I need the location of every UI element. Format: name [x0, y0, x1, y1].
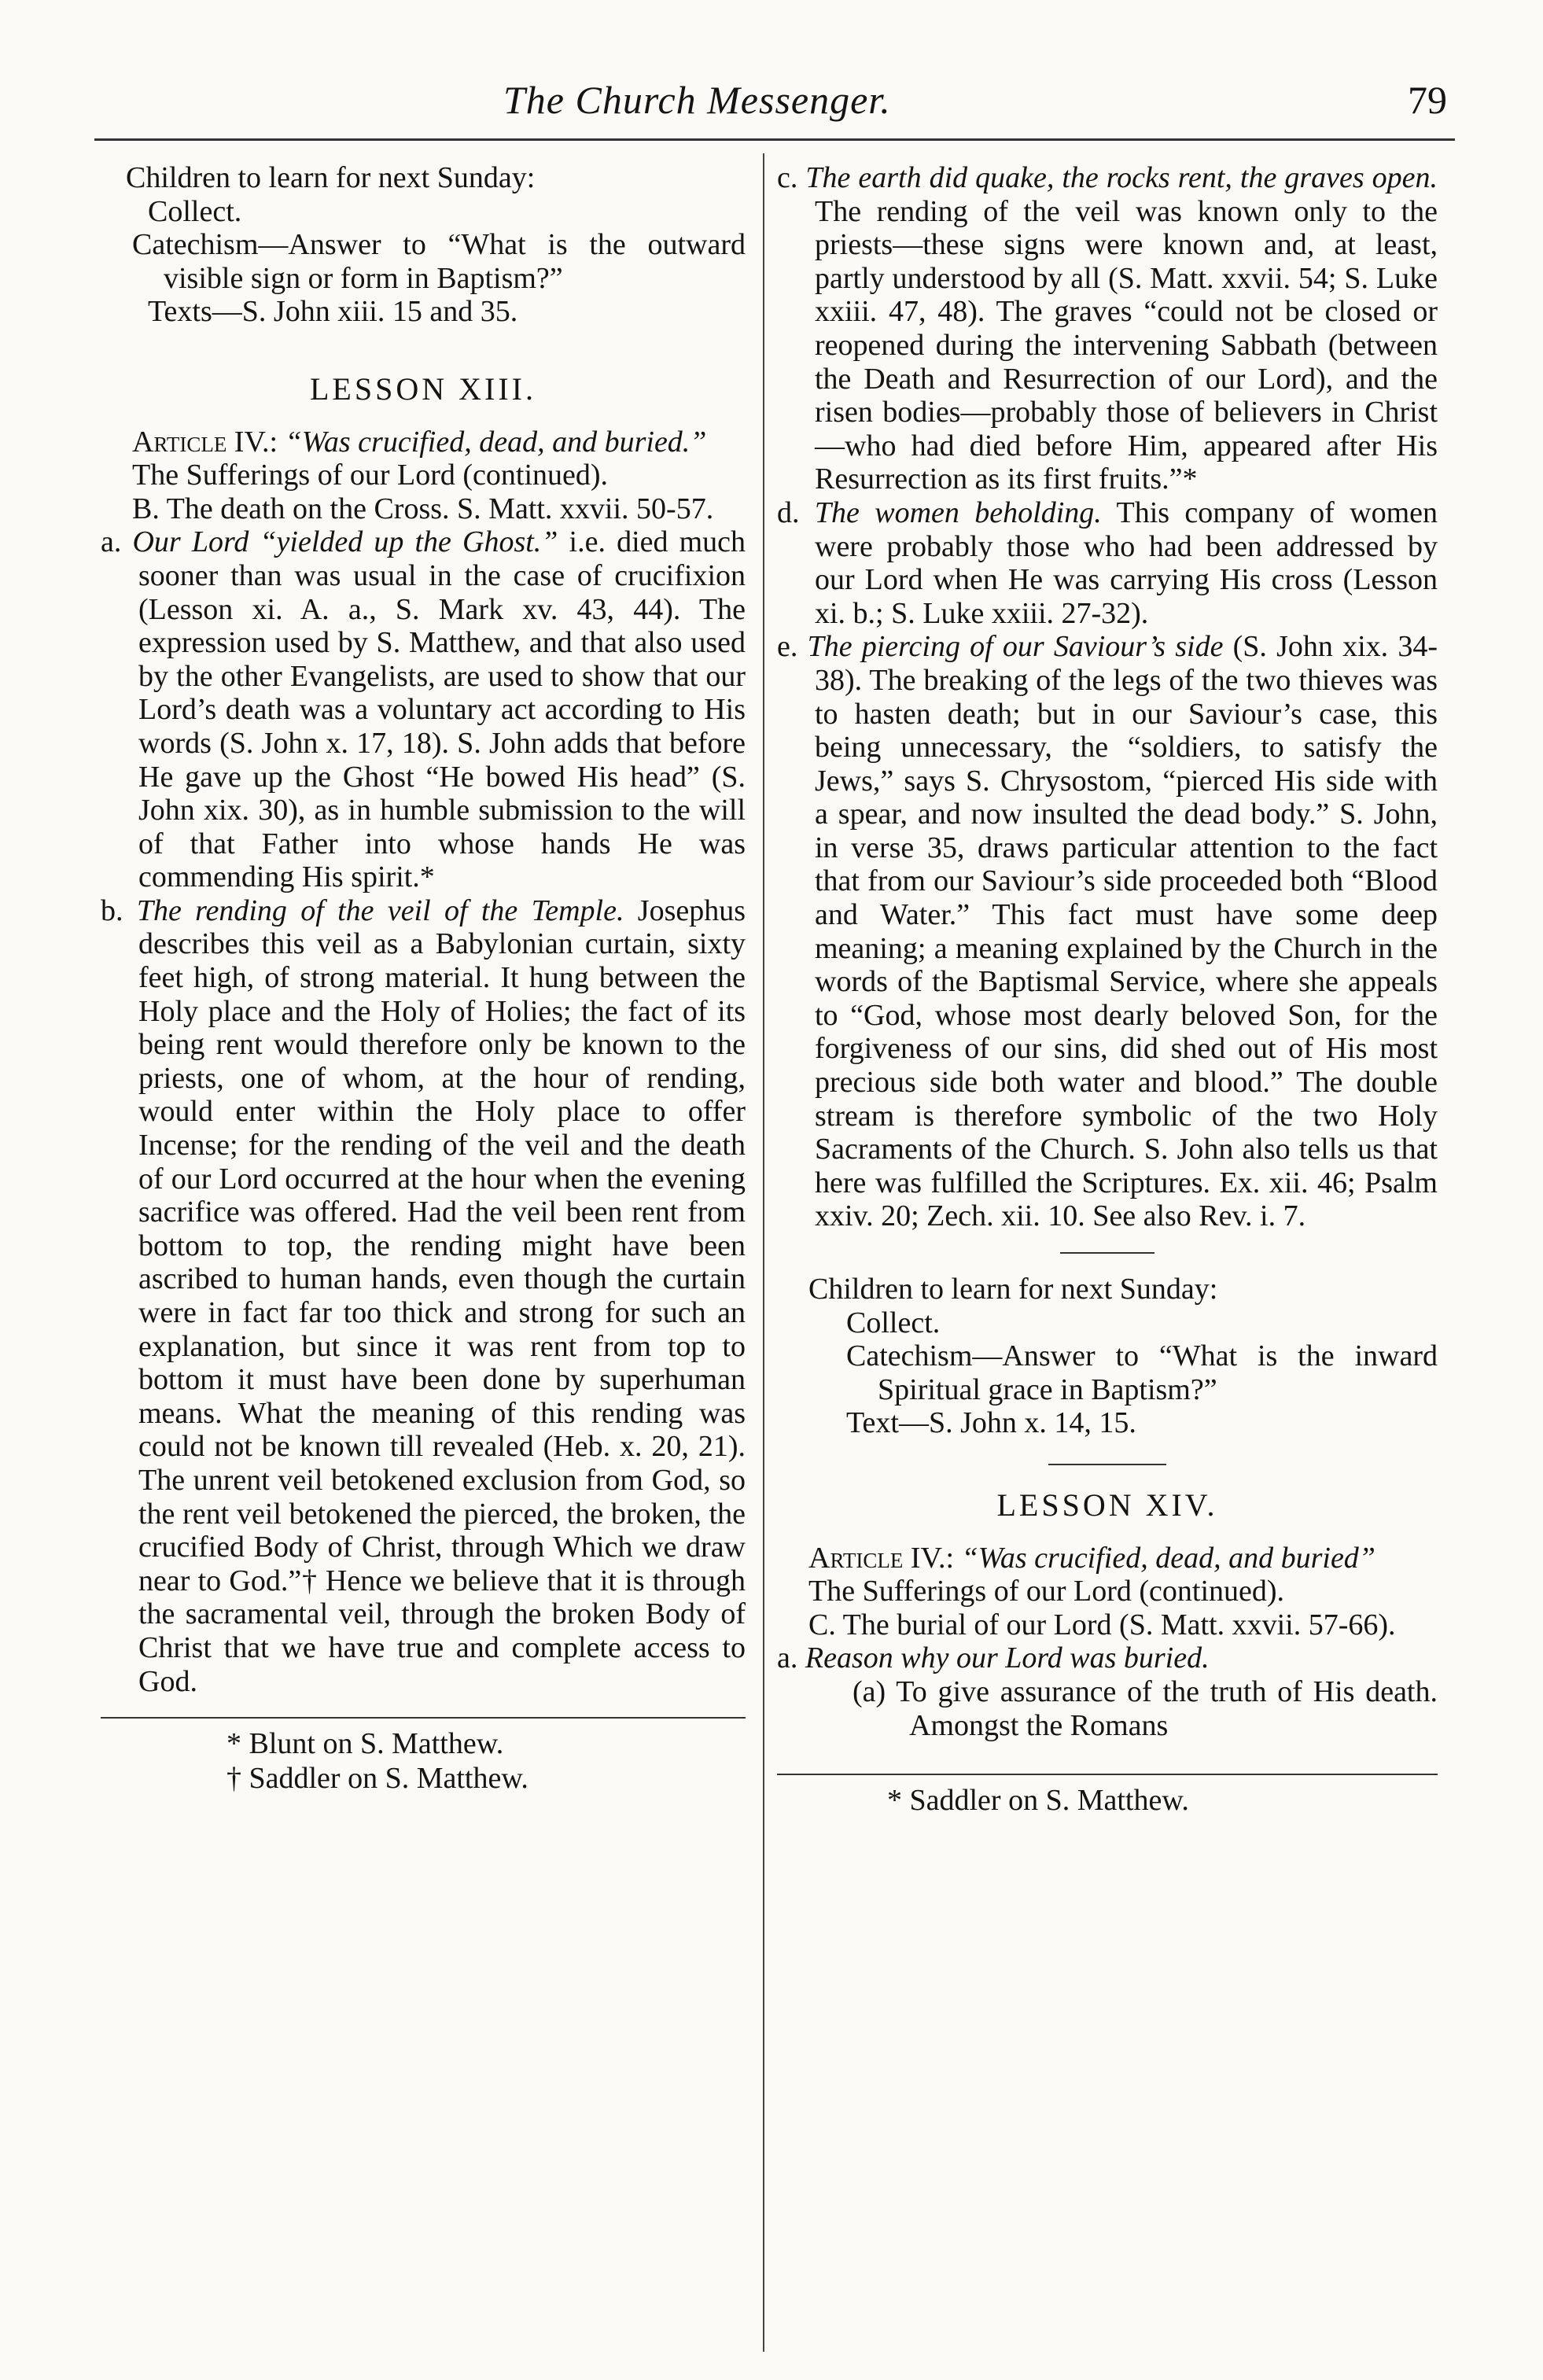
text-line: Text—S. John x. 14, 15.	[846, 1406, 1136, 1440]
children-learn-heading: Children to learn for next Sunday:	[808, 1273, 1218, 1306]
item-c-text: The rending of the veil was known only to the priests—these signs were known and, at least, partly understood by all (S. Matt. xxvii. 54; S. Luke xxiii. 47, 48). The graves “could not be closed or reopened during the intervening Sabbath (between the Death and Resurrection of our Lord), and the risen bodies—probably those of believers in Christ—who had died before Him, appeared after His Resurrection as its first fruits.”*	[815, 194, 1438, 496]
section-b: B. The death on the Cross. S. Matt. xxvii. 50-57.	[132, 492, 714, 525]
collect-line: Collect.	[846, 1306, 941, 1339]
article-quote: “Was crucified, dead, and buried”	[961, 1541, 1375, 1575]
item-d-text: This company of women were probably those who had been addressed by our Lord when He was carrying His cross (Lesson xi. b.; S. Luke xxiii. 27-32).	[815, 496, 1438, 630]
article-line	[101, 426, 746, 459]
sufferings-line: The Sufferings of our Lord (continued).	[808, 1575, 1285, 1608]
catechism-line: Catechism—Answer to “What is the outward visible sign or form in Baptism?”	[132, 228, 746, 295]
footnote-1: * Saddler on S. Matthew.	[887, 1784, 1189, 1818]
item-c-label: c.	[777, 161, 798, 194]
collect-line: Collect.	[148, 194, 242, 228]
lesson-heading: LESSON XIV.	[996, 1487, 1218, 1523]
page-number: 79	[1408, 78, 1447, 122]
page-header	[0, 77, 1543, 140]
footnote-1: * Blunt on S. Matthew.	[226, 1727, 504, 1761]
texts-line: Texts—S. John xiii. 15 and 35.	[148, 295, 518, 329]
item-b-text: Josephus describes this veil as a Babylonian curtain, sixty feet high, of strong material. It hung between the Holy place and the Holy of Holies; the fact of its being rent would therefore only be known to the priests, one of whom, at the hour of rending, would enter within the Holy place to offer Incense; for the rending of the veil and the death of our Lord occurred at the hour when the evening sacrifice was offered. Had the veil been rent from bottom to top, the rending might have been ascribed to human hands, even though the curtain were in fact far too thick and strong for such an explanation, but since it was rent from top to bottom it must have been done by superhuman means. What the meaning of this rending was could not be known till revealed (Heb. x. 20, 21). The unrent veil betokened exclusion from God, so the rent veil betokened the pierced, the broken, the crucified Body of Christ, through Which we draw near to God.”† Hence we believe that it is through the sacramental veil, through the broken Body of Christ that we have true and complete access to God.	[138, 893, 746, 1698]
article-label: Article IV.:	[132, 425, 278, 459]
sub-item-a	[777, 1675, 1438, 1742]
children-learn-heading: Children to learn for next Sunday:	[126, 161, 536, 194]
article-label: Article IV.:	[808, 1541, 955, 1575]
item-d-lead: The women beholding.	[814, 496, 1102, 529]
item-c-lead: The earth did quake, the rocks rent, the graves open.	[805, 161, 1438, 194]
item-a-text: i.e. died much sooner than was usual in the case of crucifixion (Lesson xi. A. a., S. Mark xv. 43, 44). The expression used by S. Matthew, and that also used by the other Evangelists, are used to show that our Lord’s death was a voluntary act according to His words (S. John x. 17, 18). S. John adds that before He gave up the Ghost “He bowed His head” (S. John xix. 30), as in humble submission to the will of that Father into whose hands He was commending His spirit.*	[138, 525, 746, 894]
sufferings-line: The Sufferings of our Lord (continued).	[132, 459, 609, 492]
item-e	[777, 630, 1438, 1233]
catechism-line: Catechism—Answer to “What is the inward Spiritual grace in Baptism?”	[846, 1339, 1438, 1406]
item-b-lead: The rending of the veil of the Temple.	[136, 893, 624, 927]
sub-item-a-text: To give assurance of the truth of His death. Amongst the Romans	[886, 1674, 1438, 1742]
item-a-lead: Our Lord “yielded up the Ghost.”	[132, 525, 558, 559]
item-d-label: d.	[777, 496, 800, 529]
footnote-rule	[777, 1774, 1438, 1775]
article-line	[777, 1542, 1438, 1575]
item-b	[101, 894, 746, 1698]
section-c: C. The burial of our Lord (S. Matt. xxvii. 57-66).	[808, 1608, 1396, 1641]
item-b-label: b.	[101, 893, 123, 927]
left-column	[101, 161, 746, 1796]
item-e-text: (S. John xix. 34-38). The breaking of the legs of the two thieves was to hasten death; but in our Saviour’s case, this being unnecessary, the “soldiers, to satisfy the Jews,” says S. Chrysostom, “pierced His side with a spear, and now insulted the dead body.” S. John, in verse 35, draws particular attention to the fact that from our Saviour’s side proceeded both “Blood and Water.” This fact must have some deep meaning; a meaning explained by the Church in the words of the Baptismal Service, where she appeals to “God, whose most dearly beloved Son, for the forgiveness of our sins, did shed out of His most precious side both water and blood.” The double stream is therefore symbolic of the two Holy Sacraments of the Church. S. John also tells us that here was fulfilled the Scriptures. Ex. xii. 46; Psalm xxiv. 20; Zech. xii. 10. See also Rev. i. 7.	[815, 630, 1438, 1233]
item-e-lead: The piercing of our Saviour’s side	[807, 630, 1224, 664]
sub-item-a-label: (a)	[853, 1674, 886, 1708]
item-a-lead: Reason why our Lord was buried.	[805, 1641, 1210, 1675]
header-rule	[94, 138, 1455, 141]
column-divider	[763, 153, 764, 2352]
item-c	[777, 161, 1438, 496]
item-d	[777, 496, 1438, 630]
item-a	[777, 1641, 1438, 1675]
item-e-label: e.	[777, 630, 798, 664]
footnote-rule	[101, 1717, 746, 1719]
running-title: The Church Messenger.	[503, 78, 891, 122]
article-quote: “Was crucified, dead, and buried.”	[285, 425, 707, 459]
item-a-label: a.	[101, 525, 122, 559]
section-rule-2	[1048, 1464, 1166, 1465]
section-rule	[1060, 1252, 1154, 1254]
footnote-2: † Saddler on S. Matthew.	[226, 1762, 528, 1796]
item-a-label: a.	[777, 1641, 798, 1675]
item-a	[101, 525, 746, 894]
lesson-heading: LESSON XIII.	[310, 370, 536, 407]
right-column	[777, 161, 1438, 1818]
